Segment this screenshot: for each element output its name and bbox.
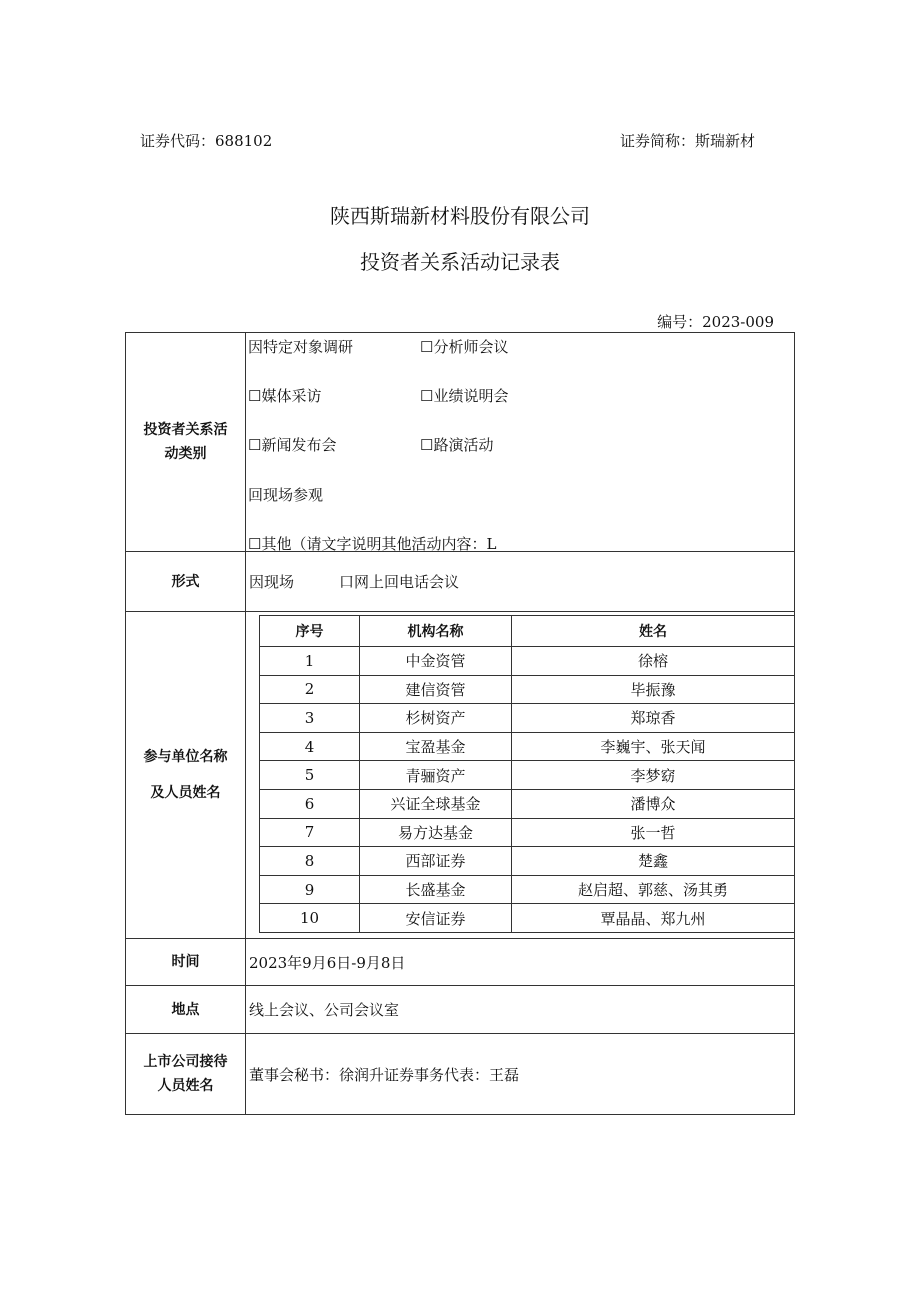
table-row [260,789,795,818]
participant-name: 张一哲 [512,818,795,847]
participant-name: 李梦窈 [512,761,795,790]
company-title: 陕西斯瑞新材料股份有限公司 [330,204,590,228]
participant-seq: 2 [260,675,360,704]
table-row [260,818,795,847]
record-number: 编号：2023-009 [657,313,774,331]
participants-label [126,612,246,939]
security-short-name: 证券简称：斯瑞新材 [620,132,756,150]
place-value-text: 线上会议、公司会议室 [249,1001,400,1019]
reception-label [126,1034,246,1115]
participants-cell [246,612,795,939]
participants-row [126,612,795,939]
option-specific-research[interactable]: 因特定对象调研 [248,338,354,356]
participant-name: 郑琼香 [512,704,795,733]
form-label: 形式 [126,552,246,612]
participant-seq: 8 [260,847,360,876]
activity-options [246,333,795,552]
participant-org: 西部证券 [360,847,512,876]
table-row [260,732,795,761]
participant-name: 李巍宇、张天闻 [512,732,795,761]
participants-header-row [260,616,795,647]
table-row [260,847,795,876]
participants-label-line1: 参与单位名称 [143,749,228,765]
option-earnings-call[interactable]: ☐业绩说明会 [420,387,509,405]
activity-label [126,333,246,552]
participant-seq: 9 [260,875,360,904]
activity-row [126,333,795,552]
participant-seq: 6 [260,789,360,818]
table-row [260,647,795,676]
participant-name: 潘博众 [512,789,795,818]
form-value [246,552,795,612]
participant-org: 青骊资产 [360,761,512,790]
participant-org: 建信资管 [360,675,512,704]
reception-value [246,1034,795,1115]
reception-label-line2: 人员姓名 [157,1078,214,1094]
participant-org: 杉树资产 [360,704,512,733]
option-analyst-meeting[interactable]: ☐分析师会议 [420,338,509,356]
form-value-text: 因现场 口网上回电话会议 [249,573,460,591]
time-row [126,939,795,986]
option-site-visit[interactable]: 回现场参观 [248,486,324,504]
participant-seq: 10 [260,904,360,933]
participant-org: 兴证全球基金 [360,789,512,818]
reception-row [126,1034,795,1115]
participants-label-line2: 及人员姓名 [150,785,221,801]
participant-seq: 5 [260,761,360,790]
place-row [126,986,795,1034]
participant-org: 中金资管 [360,647,512,676]
reception-label-line1: 上市公司接待 [143,1054,228,1070]
record-table [125,332,795,1115]
security-code: 证券代码：688102 [140,132,273,150]
header-seq: 序号 [260,616,360,647]
time-value-text: 2023年9月6日-9月8日 [249,953,406,972]
participant-seq: 4 [260,732,360,761]
participant-seq: 3 [260,704,360,733]
participant-seq: 1 [260,647,360,676]
activity-label-line2: 动类别 [164,446,207,462]
form-row [126,552,795,612]
header-org: 机构名称 [360,616,512,647]
reception-value-text: 董事会秘书：徐润升证券事务代表：王磊 [249,1065,520,1084]
participant-name: 赵启超、郭慈、汤其勇 [512,875,795,904]
header-name: 姓名 [512,616,795,647]
option-other[interactable]: ☐其他（请文字说明其他活动内容：L [248,535,497,553]
option-press-conference[interactable]: ☐新闻发布会 [248,436,337,454]
option-roadshow[interactable]: ☐路演活动 [420,436,494,454]
table-row [260,875,795,904]
participant-org: 安信证券 [360,904,512,933]
participant-org: 长盛基金 [360,875,512,904]
participant-name: 楚鑫 [512,847,795,876]
document-title: 投资者关系活动记录表 [360,250,560,274]
time-label: 时间 [126,939,246,986]
participant-seq: 7 [260,818,360,847]
participant-name: 毕振豫 [512,675,795,704]
participant-name: 覃晶晶、郑九州 [512,904,795,933]
place-label: 地点 [126,986,246,1034]
time-value [246,939,795,986]
table-row [260,704,795,733]
participants-table [259,615,795,933]
participant-org: 宝盈基金 [360,732,512,761]
participant-name: 徐榕 [512,647,795,676]
table-row [260,675,795,704]
participant-org: 易方达基金 [360,818,512,847]
activity-label-line1: 投资者关系活 [143,422,228,438]
table-row [260,761,795,790]
table-row [260,904,795,933]
place-value [246,986,795,1034]
option-media-interview[interactable]: ☐媒体采访 [248,387,322,405]
